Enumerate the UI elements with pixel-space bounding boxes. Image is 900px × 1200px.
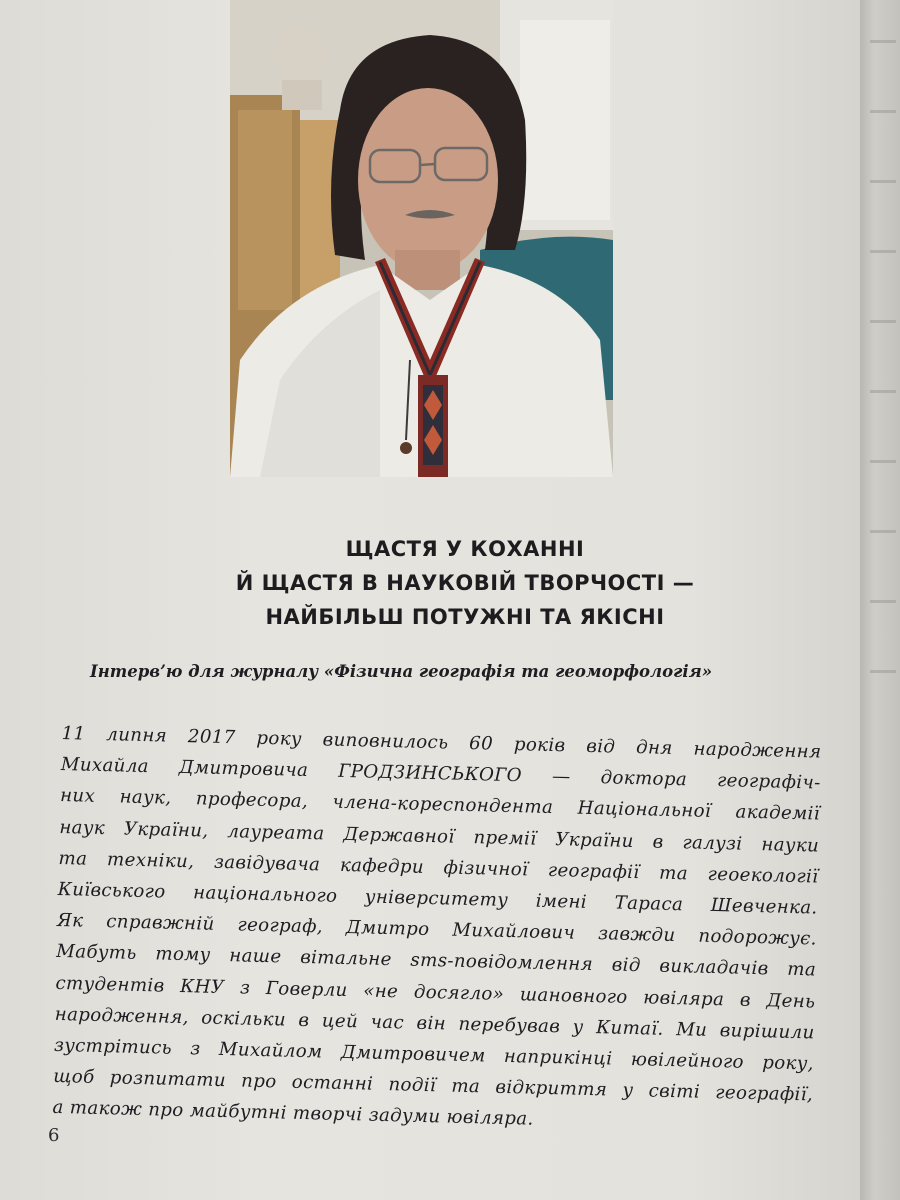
article-subtitle: Інтерв’ю для журналу «Фізична географія та геоморфологія» bbox=[90, 662, 713, 681]
body-line: студентів КНУ з Говерли «не досягло» шановного ювіляра в День bbox=[55, 972, 816, 1013]
body-line: Мабуть тому наше вітальне sms-повідомлення від викладачів та bbox=[56, 941, 817, 981]
title-line: Й ЩАСТЯ В НАУКОВІЙ ТВОРЧОСТІ — bbox=[235, 571, 695, 595]
facing-page-edge bbox=[860, 0, 900, 1200]
body-line: зустрітись з Михайлом Дмитровичем наприкінці ювілейного року, bbox=[53, 1034, 815, 1075]
article-body bbox=[52, 718, 822, 1142]
body-line: Михайла Дмитровича ГРОДЗИНСЬКОГО — доктора географіч- bbox=[60, 754, 821, 794]
portrait-photo bbox=[230, 0, 613, 477]
body-line: них наук, професора, члена-кореспондента Національної академії bbox=[59, 785, 821, 825]
body-line: щоб розпитати про останні події та відкриття у світі географії, bbox=[52, 1066, 814, 1106]
body-line: 11 липня 2017 року виповнилось 60 років від дня народження bbox=[61, 722, 822, 763]
body-line: а також про майбутні творчі задуми ювіляра. bbox=[52, 1097, 534, 1131]
body-line: та техніки, завідувача кафедри фізичної географії та геоекології bbox=[58, 847, 819, 888]
title-line: ЩАСТЯ У КОХАННІ bbox=[345, 537, 585, 561]
portrait-illustration bbox=[230, 0, 613, 477]
body-line: Як справжній географ, Дмитро Михайлович завжди подорожує. bbox=[56, 910, 818, 950]
article-title bbox=[230, 532, 700, 634]
page-number: 6 bbox=[48, 1125, 60, 1146]
title-line: НАЙБІЛЬШ ПОТУЖНІ ТА ЯКІСНІ bbox=[265, 605, 665, 629]
body-line: народження, оскільки в цей час він перебував у Китаї. Ми вирішили bbox=[54, 1003, 815, 1044]
body-line: Київського національного університету імені Тараса Шевченка. bbox=[57, 878, 818, 919]
body-line: наук України, лауреата Державної премії України в галузі науки bbox=[59, 816, 820, 857]
